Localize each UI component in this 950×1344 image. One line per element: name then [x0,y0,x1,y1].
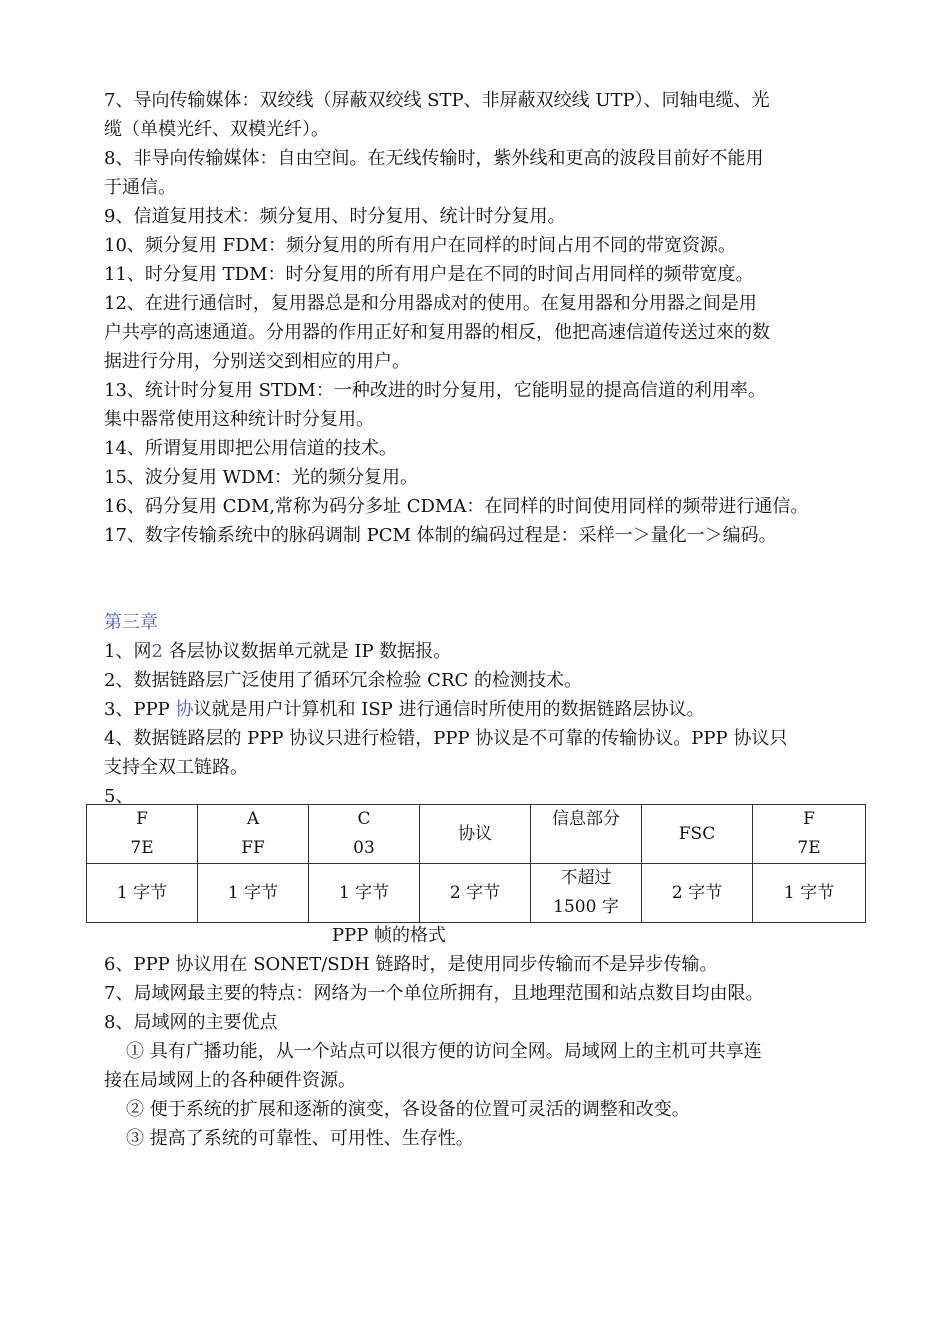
list-item: 14、所谓复用即把公用信道的技术。 [104,438,397,459]
field-name: 信息部分 [552,809,620,829]
table-row-sizes [87,864,866,923]
field-name: FSC [678,823,716,844]
field-name: F [803,809,815,829]
size-line: 1500 字 [553,897,619,917]
table-cell-size: 1 字节 [198,864,309,923]
list-item [104,637,884,666]
chapter-heading: 第三章 [104,612,158,633]
item-text-highlight: 协 [175,699,194,720]
list-item: 6、PPP 协议用在 SONET/SDH 链路时，是使用同步传输而不是异步传输。 [104,954,718,975]
list-item: 17、数字传输系统中的脉码调制 PCM 体制的编码过程是：采样一＞量化一＞编码。 [104,525,777,546]
item-text: 各层协议数据单元就是 IP 数据报。 [162,641,452,662]
list-item: 9、信道复用技术：频分复用、时分复用、统计时分复用。 [104,206,566,227]
table-cell-field [198,805,309,864]
field-value: 7E [130,838,154,858]
list-item: 11、时分复用 TDM：时分复用的所有用户是在不同的时间占用同样的频带宽度。 [104,264,754,285]
size-line: 不超过 [560,868,612,888]
list-item: 4、数据链路层的 PPP 协议只进行检错，PPP 协议是不可靠的传输协议。PPP 协议只 [104,728,788,749]
list-item [104,695,884,724]
list-item-continuation: 据进行分用，分别送交到相应的用户。 [104,351,410,372]
list-item: 13、统计时分复用 STDM：一种改进的时分复用，它能明显的提高信道的利用率。 [104,380,766,401]
list-item: 5、 [104,786,134,807]
document-body [104,86,884,811]
table-cell-size: 2 字节 [420,864,531,923]
list-item-continuation: 缆（单模光纤、双模光纤）。 [104,119,329,140]
list-item: 7、导向传输媒体：双绞线（屏蔽双绞线 STP、非屏蔽双绞线 UTP）、同轴电缆、光 [104,90,770,111]
list-item: 8、非导向传输媒体：自由空间。在无线传输时，紫外线和更高的波段目前好不能用 [104,148,764,169]
field-value: 03 [353,838,375,858]
list-item-continuation: 户共亭的高速通道。分用器的作用正好和复用器的相反，他把高速信道传送过來的数 [104,322,770,343]
list-item-continuation: 于通信。 [104,177,176,198]
item-text-highlight: 2 [151,641,163,662]
table-cell-field [309,805,420,864]
table-row-fields [87,805,866,864]
chapter3-section [104,608,884,811]
table-cell-size: 2 字节 [642,864,753,923]
table-cell-field [753,805,866,864]
list-item: 7、局域网最主要的特点：网络为一个单位所拥有，且地理范围和站点数目均由限。 [104,983,764,1004]
table-cell-size [531,864,642,923]
table-cell-field [420,805,531,864]
field-name: C [357,809,371,829]
list-item: 15、波分复用 WDM：光的频分复用。 [104,467,418,488]
item-text: 议就是用户计算机和 ISP 进行通信时所使用的数据链路层协议。 [193,699,705,720]
sub-item: ② 便于系统的扩展和逐渐的演变，各设备的位置可灵活的调整和改变。 [126,1099,690,1120]
item-text: 1、网 [104,641,152,662]
list-item: 2、数据链路层广泛使用了循环冗余检验 CRC 的检测技术。 [104,670,582,691]
chapter3-continued [104,950,884,1153]
table-cell-field [642,805,753,864]
field-value: 7E [797,838,821,858]
list-item-continuation: 支持全双工链路。 [104,757,248,778]
table-cell-field [531,805,642,864]
field-name: F [136,809,148,829]
section-gap [104,550,884,608]
list-item: 16、码分复用 CDM,常称为码分多址 CDMA：在同样的时间使用同样的频带进行通信。 [104,496,809,517]
list-item: 12、在进行通信时，复用器总是和分用器成对的使用。在复用器和分用器之间是用 [104,293,757,314]
list-item: 8、局域网的主要优点 [104,1012,278,1033]
sub-item: ③ 提高了系统的可靠性、可用性、生存性。 [126,1128,474,1149]
ppp-frame-table [86,804,866,923]
field-value: FF [241,838,265,858]
chapter2-list [104,86,884,550]
sub-item-continuation: 接在局域网上的各种硬件资源。 [104,1070,356,1091]
table-cell-size: 1 字节 [753,864,866,923]
list-item-continuation: 集中器常使用这种统计时分复用。 [104,409,374,430]
table-cell-field [87,805,198,864]
field-name: 协议 [458,823,492,844]
field-name: A [246,809,260,829]
table-caption: PPP 帧的格式 [332,925,447,946]
sub-item: ① 具有广播功能，从一个站点可以很方便的访问全网。局域网上的主机可共享连 [126,1041,762,1062]
table-cell-size: 1 字节 [309,864,420,923]
list-item: 10、频分复用 FDM：频分复用的所有用户在同样的时间占用不同的带宽资源。 [104,235,736,256]
item-text: 3、PPP [104,699,176,720]
table-cell-size: 1 字节 [87,864,198,923]
